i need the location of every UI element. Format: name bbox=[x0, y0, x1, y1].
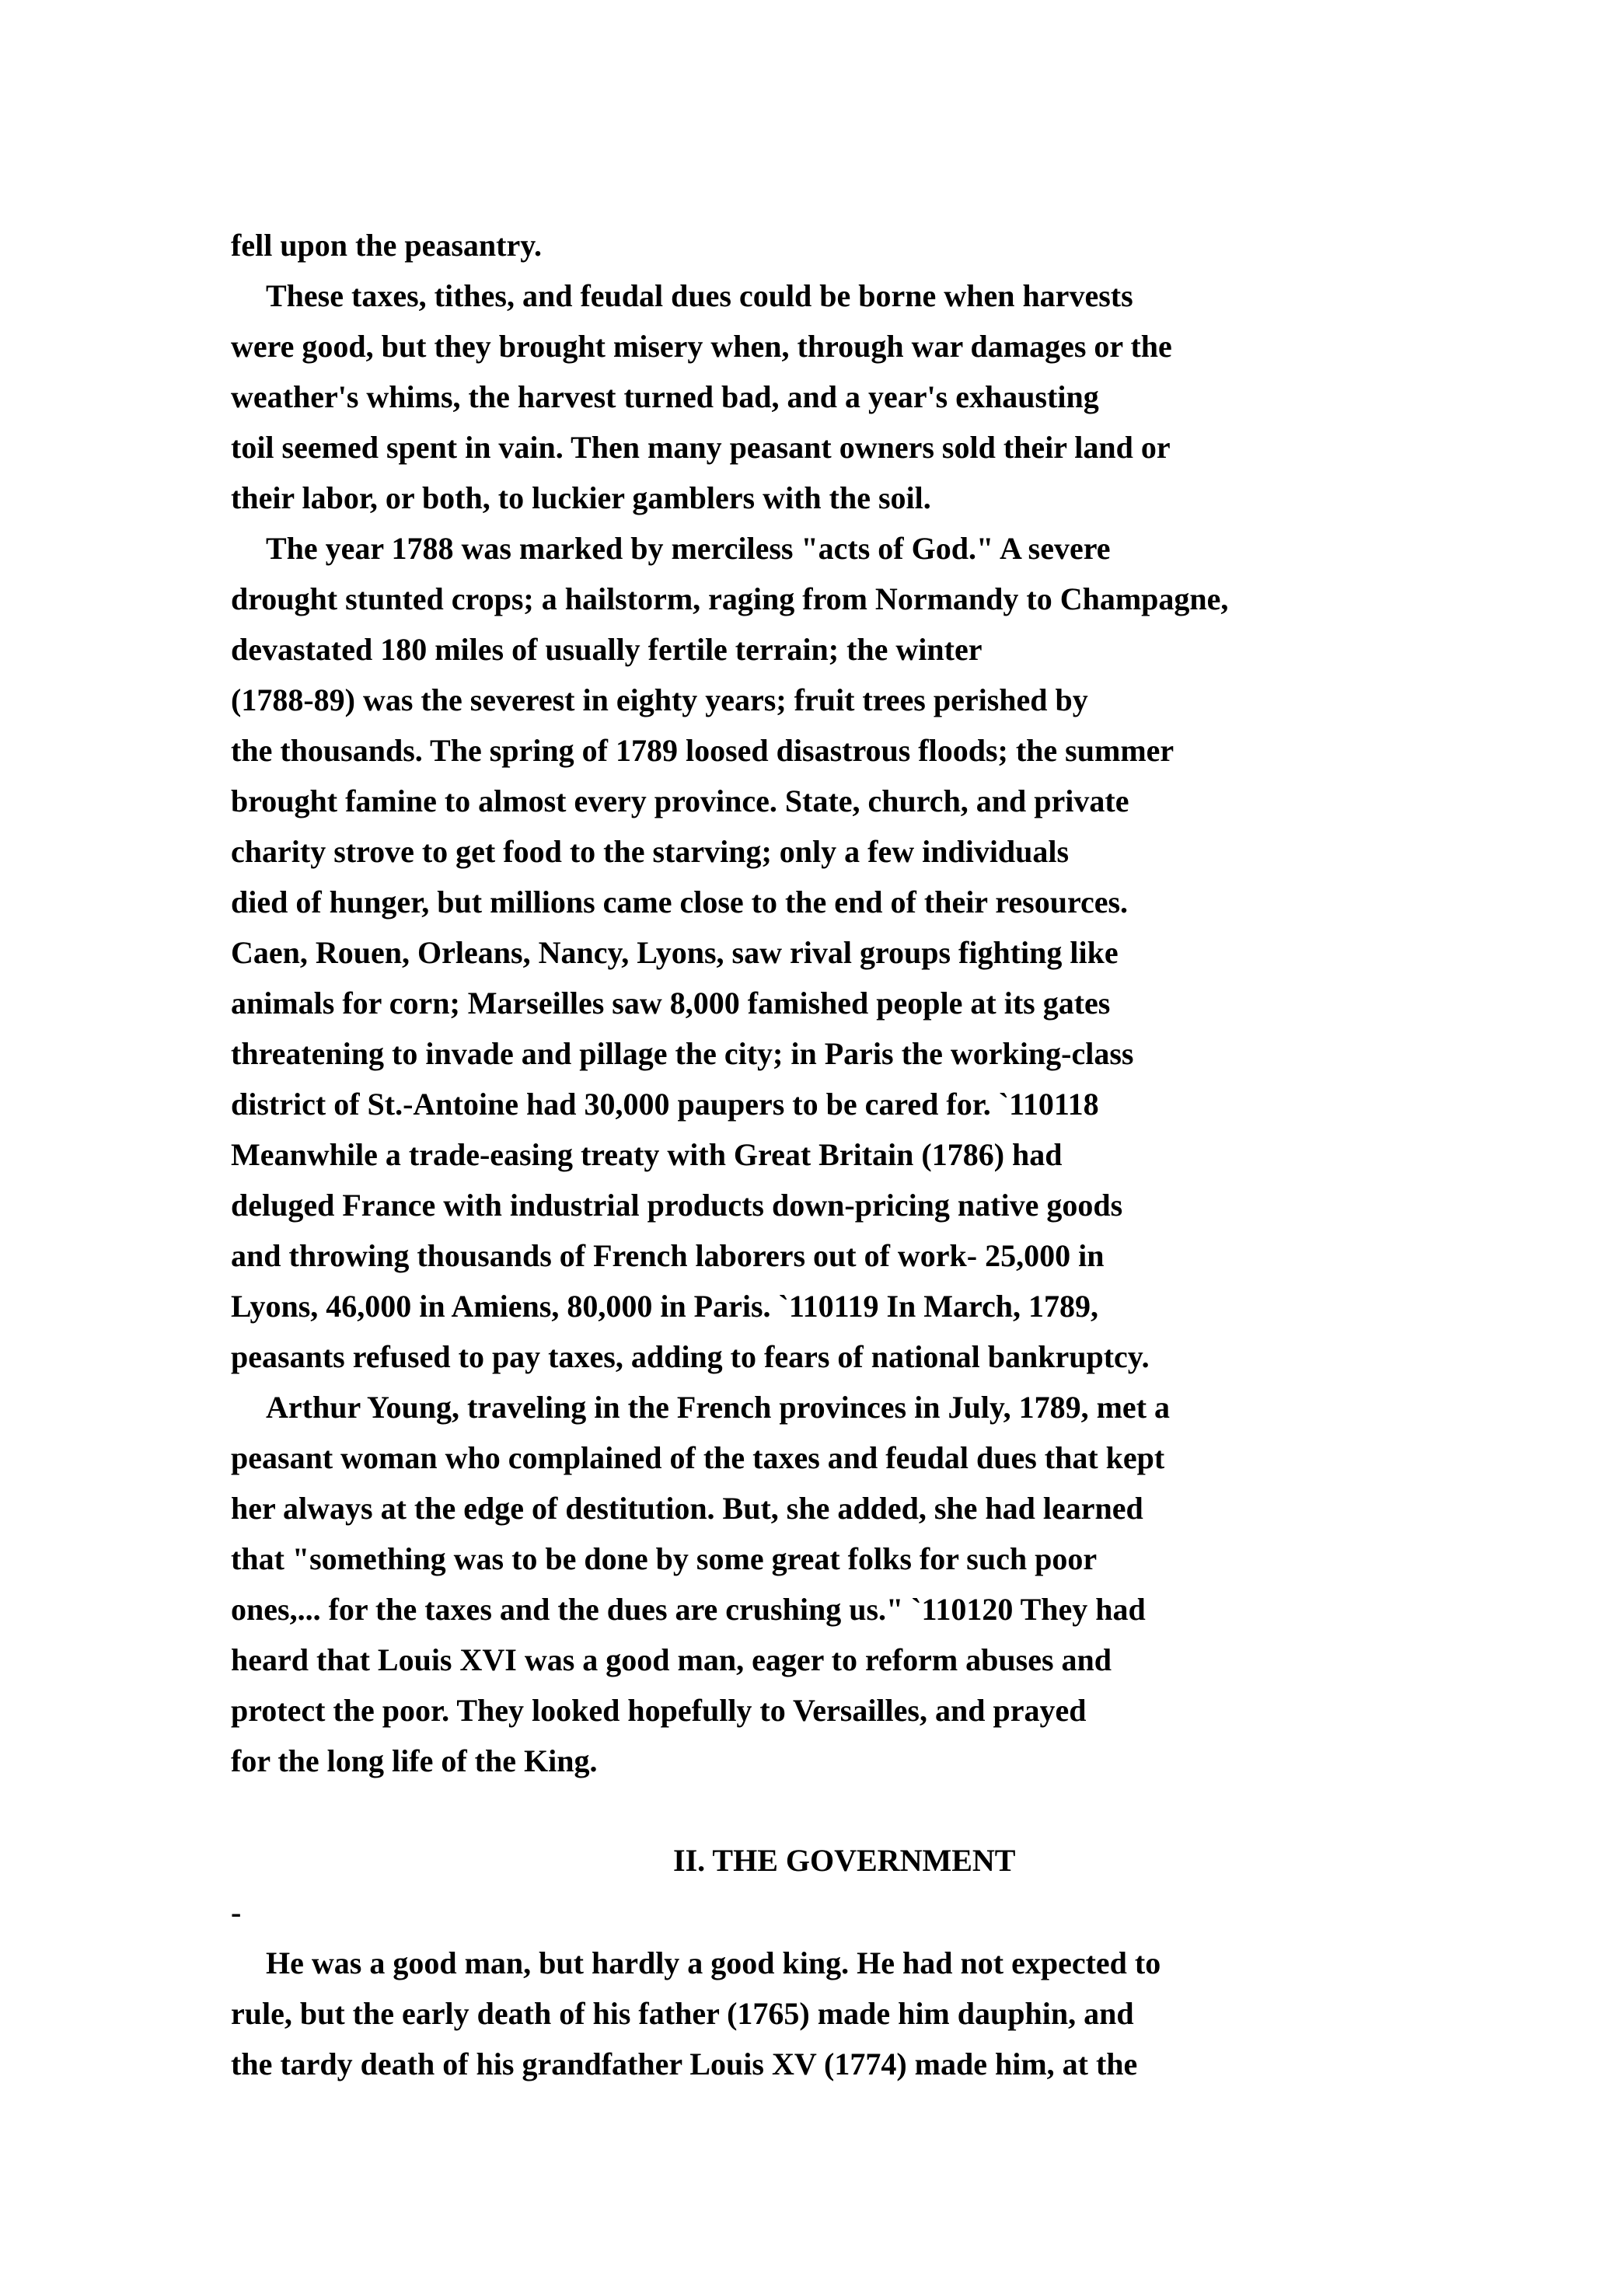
text-line: her always at the edge of destitution. But, she added, she had learned bbox=[231, 1491, 1143, 1526]
text-line: peasants refused to pay taxes, adding to fears of national bankruptcy. bbox=[231, 1339, 1150, 1374]
text-line: Lyons, 46,000 in Amiens, 80,000 in Paris. `110119 In March, 1789, bbox=[231, 1289, 1099, 1324]
text-line: toil seemed spent in vain. Then many peasant owners sold their land or bbox=[231, 430, 1171, 465]
text-line: peasant woman who complained of the taxes and feudal dues that kept bbox=[231, 1440, 1165, 1475]
text-line: for the long life of the King. bbox=[231, 1743, 598, 1778]
text-line: charity strove to get food to the starving; only a few individuals bbox=[231, 834, 1070, 869]
text-line: These taxes, tithes, and feudal dues could be borne when harvests bbox=[266, 278, 1133, 313]
text-line: threatening to invade and pillage the city; in Paris the working-class bbox=[231, 1036, 1134, 1071]
separator-dash: - bbox=[231, 1895, 242, 1930]
text-line: deluged France with industrial products down-pricing native goods bbox=[231, 1188, 1123, 1223]
text-line: ones,... for the taxes and the dues are crushing us." `110120 They had bbox=[231, 1592, 1146, 1627]
text-line: their labor, or both, to luckier gamblers with the soil. bbox=[231, 480, 931, 515]
text-line: rule, but the early death of his father (1765) made him dauphin, and bbox=[231, 1996, 1134, 2031]
text-line: district of St.-Antoine had 30,000 paupers to be cared for. `110118 bbox=[231, 1087, 1099, 1122]
text-line: fell upon the peasantry. bbox=[231, 228, 543, 263]
text-line: Caen, Rouen, Orleans, Nancy, Lyons, saw rival groups fighting like bbox=[231, 935, 1119, 970]
text-line: animals for corn; Marseilles saw 8,000 famished people at its gates bbox=[231, 986, 1111, 1021]
text-line: The year 1788 was marked by merciless "acts of God." A severe bbox=[266, 531, 1111, 566]
text-line: Arthur Young, traveling in the French provinces in July, 1789, met a bbox=[266, 1390, 1171, 1425]
section-heading: II. THE GOVERNMENT bbox=[673, 1843, 1016, 1878]
text-line: that "something was to be done by some great folks for such poor bbox=[231, 1541, 1098, 1576]
text-line: devastated 180 miles of usually fertile terrain; the winter bbox=[231, 632, 983, 667]
text-line: heard that Louis XVI was a good man, eager to reform abuses and bbox=[231, 1642, 1112, 1677]
text-line: and throwing thousands of French laborers out of work- 25,000 in bbox=[231, 1238, 1105, 1273]
text-line: the tardy death of his grandfather Louis XV (1774) made him, at the bbox=[231, 2047, 1138, 2081]
text-line: were good, but they brought misery when, through war damages or the bbox=[231, 329, 1172, 364]
text-line: protect the poor. They looked hopefully to Versailles, and prayed bbox=[231, 1693, 1087, 1728]
text-line: He was a good man, but hardly a good king. He had not expected to bbox=[266, 1945, 1161, 1980]
text-line: weather's whims, the harvest turned bad, and a year's exhausting bbox=[231, 379, 1099, 414]
text-line: (1788-89) was the severest in eighty years; fruit trees perished by bbox=[231, 682, 1088, 717]
text-line: brought famine to almost every province. State, church, and private bbox=[231, 783, 1129, 818]
text-line: drought stunted crops; a hailstorm, raging from Normandy to Champagne, bbox=[231, 581, 1229, 616]
text-line: Meanwhile a trade-easing treaty with Great Britain (1786) had bbox=[231, 1137, 1063, 1172]
text-line: the thousands. The spring of 1789 loosed disastrous floods; the summer bbox=[231, 733, 1174, 768]
text-line: died of hunger, but millions came close to the end of their resources. bbox=[231, 885, 1129, 919]
